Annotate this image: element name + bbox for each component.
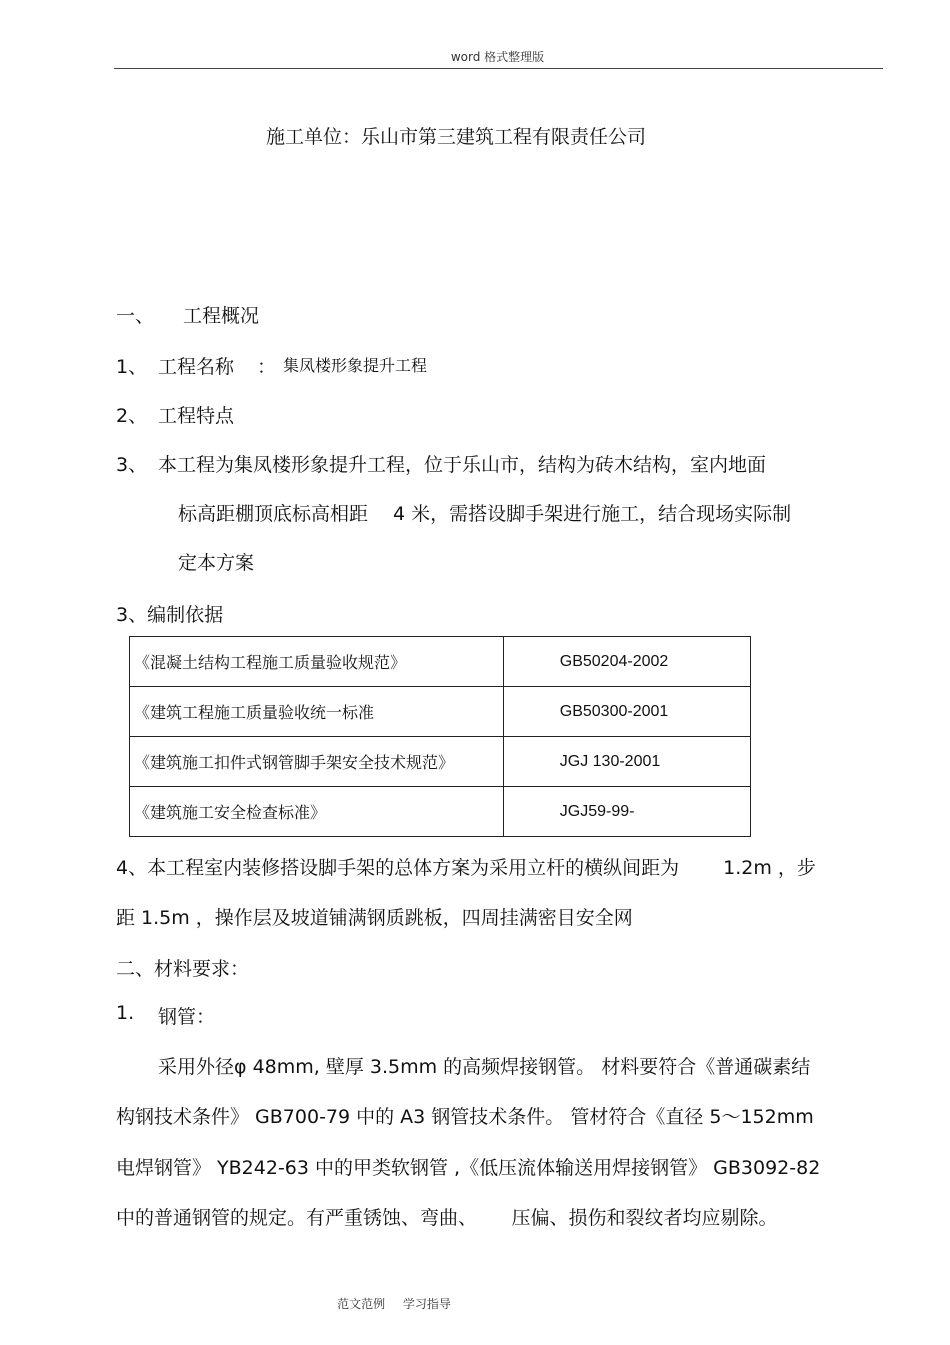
item4-line1: 4、本工程室内装修搭设脚手架的总体方案为采用立杆的横纵间距为 1.2m ，步 bbox=[116, 857, 816, 879]
item3-number: 3、 bbox=[116, 454, 148, 476]
basis-table bbox=[129, 636, 751, 837]
construction-unit: 施工单位：乐山市第三建筑工程有限责任公司 bbox=[265, 126, 646, 148]
basis-heading: 3、编制依据 bbox=[116, 604, 224, 626]
header-rule bbox=[114, 68, 883, 69]
item2-number: 2、 bbox=[116, 405, 148, 427]
item1-separator: ： bbox=[257, 356, 277, 378]
steel-pipe-para-line2: 构钢技术条件》 GB700-79 中的 A3 钢管技术条件。 管材符合《直径 5～152mm bbox=[116, 1106, 814, 1128]
item1-value: 集凤楼形象提升工程 bbox=[283, 356, 428, 375]
item1-number: 1、 bbox=[116, 356, 148, 378]
table-row bbox=[130, 687, 751, 737]
section2-heading: 二、材料要求： bbox=[116, 958, 250, 980]
steel-pipe-para-line4: 中的普通钢管的规定。有严重锈蚀、弯曲、 压偏、损伤和裂纹者均应剔除。 bbox=[116, 1207, 778, 1229]
standard-code: JGJ 130-2001 bbox=[503, 737, 750, 787]
steel-pipe-para-line1: 采用外径φ 48mm, 壁厚 3.5mm 的高频焊接钢管。 材料要符合《普通碳素结 bbox=[158, 1056, 811, 1078]
standard-code: JGJ59-99- bbox=[503, 787, 750, 837]
standard-code: GB50204-2002 bbox=[503, 637, 750, 687]
standard-name: 《建筑施工安全检查标准》 bbox=[130, 787, 504, 837]
table-row bbox=[130, 787, 751, 837]
item3-line2: 标高距棚顶底标高相距 4 米，需搭设脚手架进行施工，结合现场实际制 bbox=[178, 503, 792, 525]
item2-label: 工程特点 bbox=[158, 405, 235, 427]
item1-label: 工程名称 bbox=[158, 356, 235, 378]
standard-name: 《混凝土结构工程施工质量验收规范》 bbox=[130, 637, 504, 687]
standard-name: 《建筑施工扣件式钢管脚手架安全技术规范》 bbox=[130, 737, 504, 787]
steel-pipe-para-line3: 电焊钢管》 YB242-63 中的甲类软钢管 ,《低压流体输送用焊接钢管》 GB3092-82 bbox=[116, 1157, 821, 1179]
page-footer: 范文范例 学习指导 bbox=[337, 1297, 451, 1311]
sub1-number: 1. bbox=[116, 1002, 135, 1024]
item3-line1: 本工程为集凤楼形象提升工程，位于乐山市，结构为砖木结构，室内地面 bbox=[158, 454, 767, 476]
table-row bbox=[130, 737, 751, 787]
item4-line2: 距 1.5m ，操作层及坡道铺满钢质跳板，四周挂满密目安全网 bbox=[116, 907, 633, 929]
item3-line3: 定本方案 bbox=[178, 552, 255, 574]
sub1-title: 钢管： bbox=[158, 1006, 216, 1028]
page-header: word 格式整理版 bbox=[450, 50, 545, 64]
section1-heading-title: 工程概况 bbox=[183, 305, 260, 327]
standard-code: GB50300-2001 bbox=[503, 687, 750, 737]
section1-heading-number: 一、 bbox=[116, 305, 155, 327]
standard-name: 《建筑工程施工质量验收统一标准 bbox=[130, 687, 504, 737]
table-row bbox=[130, 637, 751, 687]
